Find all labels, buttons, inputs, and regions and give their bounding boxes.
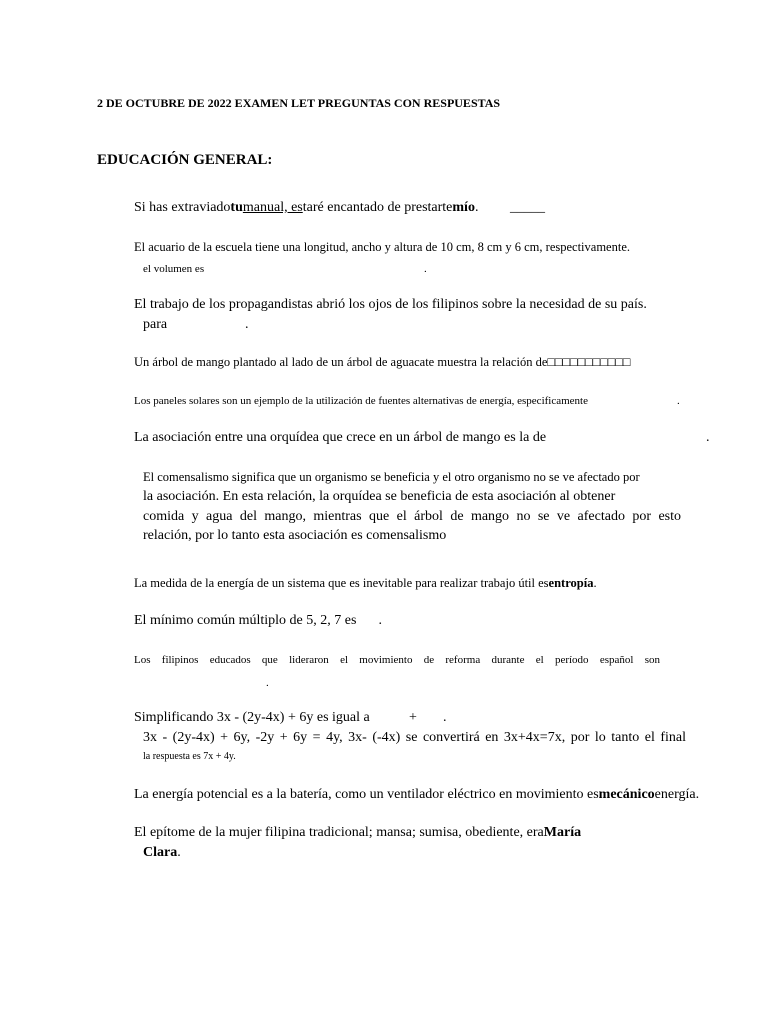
q11-post: energía. <box>654 787 700 802</box>
q5-end: . <box>677 395 680 407</box>
section-heading: EDUCACIÓN GENERAL: <box>97 152 273 168</box>
q1-answer: mío <box>452 200 475 215</box>
question-7 <box>120 576 597 591</box>
question-4 <box>120 355 630 370</box>
question-11 <box>120 787 699 803</box>
q9-end: . <box>266 677 269 689</box>
q3-line2: para <box>143 317 168 332</box>
question-10 <box>120 710 370 726</box>
q1-text: Si has extraviado <box>134 200 231 215</box>
question-1 <box>120 200 545 216</box>
q6-end: . <box>706 430 710 445</box>
q7-end: . <box>593 576 597 590</box>
q12-answer-part2: Clara <box>143 845 178 860</box>
q7-answer: entropía <box>548 576 594 590</box>
q12-line2 <box>143 845 181 861</box>
question-5 <box>120 395 588 407</box>
q6-explanation-line1: El comensalismo significa que un organismo se beneficia y el otro organismo no se ve afectado por <box>143 470 640 484</box>
q7-text: La medida de la energía de un sistema que es inevitable para realizar trabajo útil es <box>134 576 549 590</box>
q10-line3: la respuesta es 7x + 4y. <box>143 751 236 762</box>
q9-text: Los filipinos educados que lideraron el movimiento de reforma durante el período español son <box>134 654 660 666</box>
question-12 <box>120 825 581 841</box>
q6-explanation-line2: la asociación. En esta relación, la orquídea se beneficia de esta asociación al obtener <box>143 489 616 504</box>
q12-text: El epítome de la mujer filipina tradicional; mansa; sumisa, obediente, era <box>134 825 544 840</box>
q5-text: Los paneles solares son un ejemplo de la utilización de fuentes alternativas de energía, especificamente <box>134 395 588 407</box>
question-3 <box>120 297 647 313</box>
q3-text: El trabajo de los propagandistas abrió los ojos de los filipinos sobre la necesidad de su país. <box>134 297 647 312</box>
q11-text: La energía potencial es a la batería, como un ventilador eléctrico en movimiento es <box>134 787 599 802</box>
q12-answer-part1: María <box>543 825 582 840</box>
q1-tu: tu <box>230 200 243 215</box>
q10-line2: 3x - (2y-4x) + 6y, -2y + 6y = 4y, 3x- (-4x) se convertirá en 3x+4x=7x, por lo tanto el final <box>143 730 686 745</box>
document-title: 2 DE OCTUBRE DE 2022 EXAMEN LET PREGUNTAS CON RESPUESTAS <box>97 96 501 110</box>
q10-end: . <box>443 710 447 725</box>
q8-text: El mínimo común múltiplo de 5, 2, 7 es <box>134 613 357 628</box>
q6-explanation-line4: relación, por lo tanto esta asociación es comensalismo <box>143 528 447 543</box>
q6-text: La asociación entre una orquídea que crece en un árbol de mango es la de <box>134 430 547 445</box>
q1-manual: manual, es <box>242 200 303 215</box>
question-8 <box>120 613 382 629</box>
question-9 <box>120 654 660 666</box>
q4-boxes: □□□□□□□□□□□ <box>547 355 631 369</box>
question-2 <box>120 240 630 255</box>
q4-text: Un árbol de mango plantado al lado de un árbol de aguacate muestra la relación de <box>134 355 548 369</box>
q11-answer: mecánico <box>598 787 655 802</box>
q3-end: . <box>245 317 249 332</box>
q2-line2: el volumen es <box>143 263 205 275</box>
q1-post: taré encantado de prestarte <box>302 200 453 215</box>
question-6 <box>120 430 546 446</box>
q12-end: . <box>177 845 181 860</box>
q10-text: Simplificando 3x - (2y-4x) + 6y es igual a <box>134 710 370 725</box>
q6-explanation-line3: comida y agua del mango, mientras que el árbol de mango no se ve afectado por esto <box>143 509 681 524</box>
q8-end: . <box>378 613 382 628</box>
q2-end: . <box>424 263 427 275</box>
q1-blank: _____ <box>509 200 545 215</box>
q10-plus: + <box>409 710 417 725</box>
q2-text: El acuario de la escuela tiene una longitud, ancho y altura de 10 cm, 8 cm y 6 cm, respectivamente. <box>134 240 630 254</box>
q1-end: . <box>474 200 479 215</box>
